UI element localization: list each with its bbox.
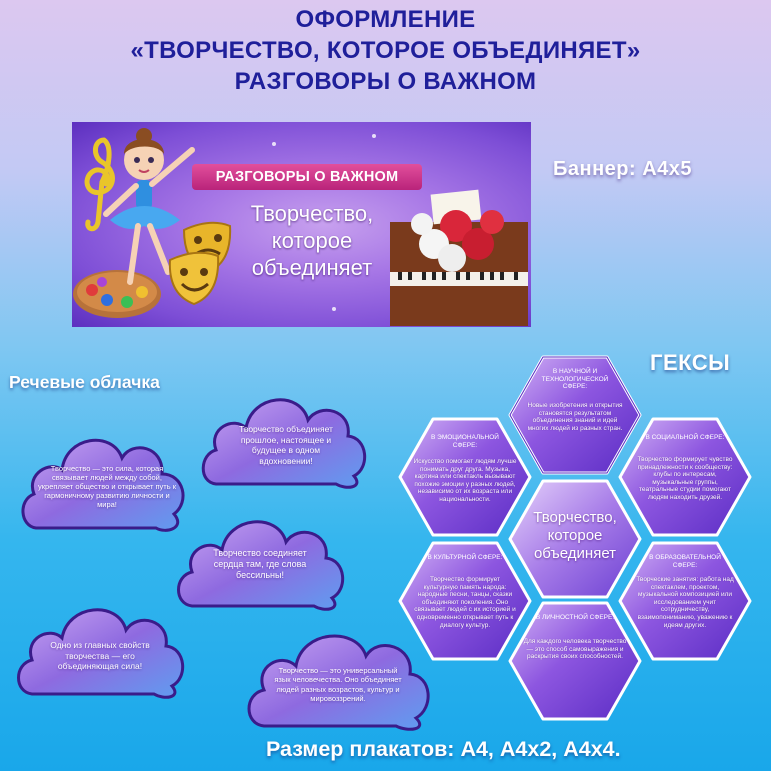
hex-center-line-3: объединяет [533, 545, 617, 562]
hex-title: В ЭМОЦИОНАЛЬНОЙ СФЕРЕ: [431, 434, 499, 449]
banner [72, 122, 531, 327]
banner-text-line-3: объединяет [251, 255, 373, 280]
hex-body: Для каждого человека творчество — это способ самовыражения и раскрытия своих способностей. [523, 638, 627, 661]
cloud-text: Творчество объединяет прошлое, настоящее и будущее в одном вдохновении! [239, 424, 333, 466]
hex-center-line-2: которое [547, 527, 603, 544]
title-line-2: «ТВОРЧЕСТВО, КОТОРОЕ ОБЪЕДИНЯЕТ» [130, 37, 641, 64]
hex-personal [507, 600, 643, 722]
banner-text [222, 200, 402, 281]
hex-body: Творчество формирует чувство принадлежности к сообществу: клубы по интересам, музыкальные группы, театральные студии помогают людям находить друзей. [637, 456, 733, 501]
speech-cloud [16, 418, 192, 536]
speech-cloud [196, 384, 372, 492]
speech-cloud [170, 506, 350, 614]
sparkle [272, 142, 276, 146]
hex-title: В СОЦИАЛЬНОЙ СФЕРЕ: [645, 434, 725, 441]
cloud-text: Творчество — это универсальный язык человечества. Оно объединяет людей разных возрастов, культур и мировоззрений. [274, 666, 402, 703]
banner-size-label: Баннер: А4х5 [553, 158, 693, 180]
cloud-text: Одно из главных свойств творчества — его объединяющая сила! [50, 640, 150, 671]
hex-title: В КУЛЬТУРНОЙ СФЕРЕ: [427, 554, 503, 561]
title-line-3: РАЗГОВОРЫ О ВАЖНОМ [234, 68, 537, 95]
hexes-section-label: ГЕКСЫ [650, 350, 731, 375]
banner-text-line-2: которое [271, 228, 353, 253]
hex-title: В НАУЧНОЙ И ТЕХНОЛОГИЧЕСКОЙ СФЕРЕ: [541, 368, 609, 390]
poster-size-label: Размер плакатов: А4, А4х2, А4х4. [266, 737, 621, 761]
banner-chip: РАЗГОВОРЫ О ВАЖНОМ [192, 164, 422, 190]
hex-title: В ОБРАЗОВАТЕЛЬНОЙ СФЕРЕ: [649, 554, 721, 569]
hex-body: Творчество формирует культурную память народа: народные песни, танцы, сказки объединяют поколения. Оно связывает людей с их историей и одновременно открывает путь к диалогу культур. [414, 576, 516, 629]
piano-with-roses-illustration [390, 190, 528, 326]
clouds-section-label: Речевые облачка [9, 372, 160, 392]
speech-cloud [10, 596, 190, 702]
palette-icon [73, 270, 161, 318]
cloud-text: Творчество — это сила, которая связывает людей между собой, укрепляет общество и открывает путь к гармоничному развитию личности и мира! [38, 464, 176, 509]
hex-title: В ЛИЧНОСТНОЙ СФЕРЕ: [535, 614, 615, 621]
hex-body: Новые изобретения и открытия становятся результатом объединения знаний и идей многих людей из разных стран. [527, 402, 623, 432]
page-title [0, 4, 771, 97]
banner-text-line-1: Творчество, [250, 201, 374, 226]
cloud-text: Творчество соединяет сердца там, где слова бессильны! [213, 548, 307, 580]
sparkle [332, 307, 336, 311]
sparkle [372, 134, 376, 138]
title-line-1: ОФОРМЛЕНИЕ [295, 6, 476, 33]
hex-center-line-1: Творчество, [533, 509, 617, 526]
hex-body: Творческие занятия: работа над спектаклем, проектом, музыкальной композицией или исследованием учит сотрудничеству, взаимопониманию, уважению к идеям других. [636, 576, 734, 629]
hex-body: Искусство помогает людям лучше понимать друг друга. Музыка, картина или спектакль вызывают похожие эмоции у разных людей, независимо от их возраста или национальности. [413, 458, 517, 503]
hex-center-text [521, 509, 629, 563]
